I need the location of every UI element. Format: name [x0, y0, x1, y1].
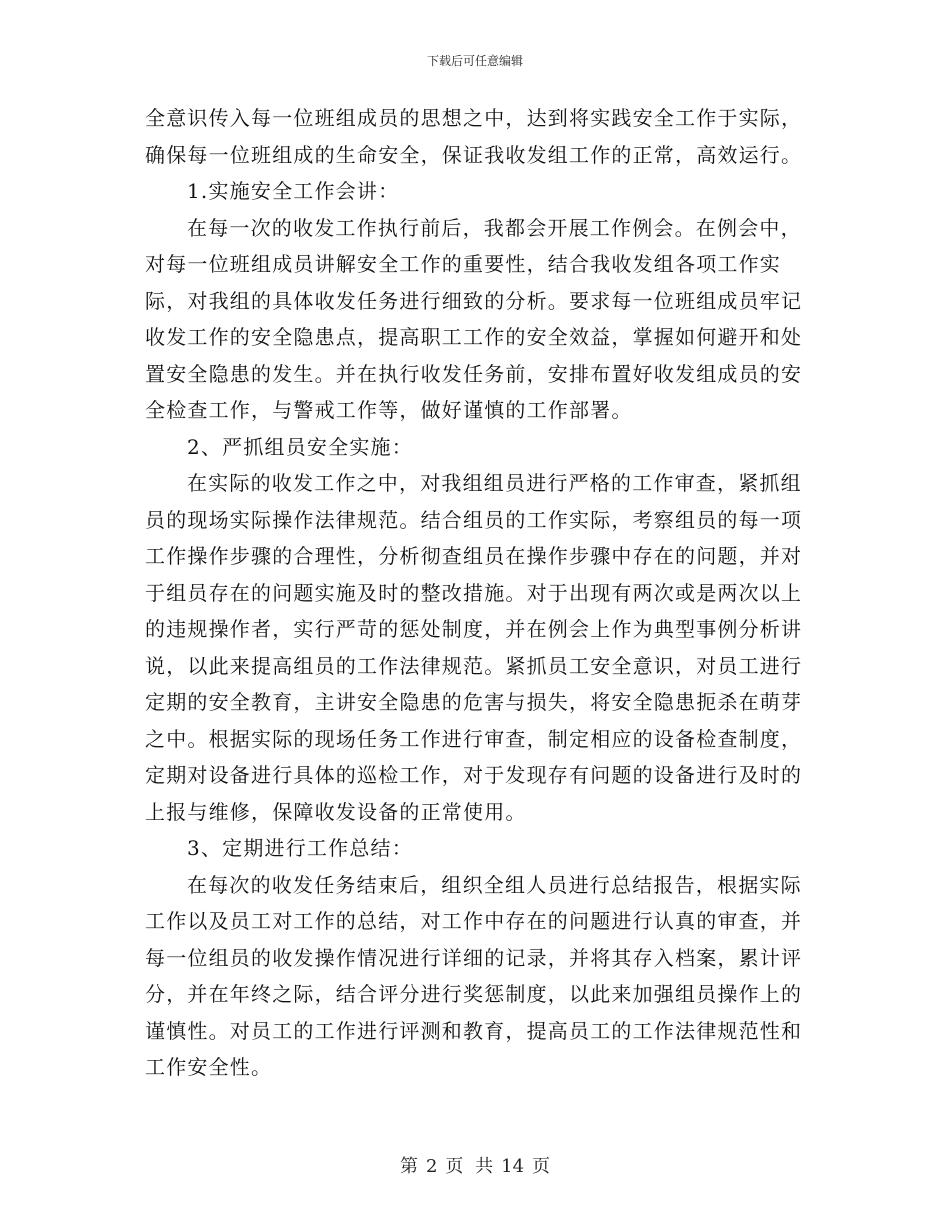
footer-mid: 页 共 [445, 1156, 494, 1177]
section-heading-2: 2、严抓组员安全实施： [187, 434, 413, 459]
section-heading-3: 3、定期进行工作总结： [187, 836, 413, 860]
footer-current-page: 2 [425, 1156, 438, 1177]
footer-suffix: 页 [532, 1156, 551, 1177]
paragraph-2: 在每一次的收发工作执行前后，我都会开展工作例会。在例会中，对每一位班组成员讲解安全工作的重要性，结合我收发组各项工作实际，对我组的具体收发任务进行细致的分析。要求每一位班组成员牢记收发工作的安全隐患点，提高职工工作的安全效益，掌握如何避开和处置安全隐患的发生。并在执行收发任务前，安排布置好收发组成员的安全检查工作，与警戒工作等，做好谨慎的工作部署。 [145, 215, 803, 422]
paragraph-4: 在每次的收发任务结束后，组织全组人员进行总结报告，根据实际工作以及员工对工作的总结，对工作中存在的问题进行认真的审查，并每一位组员的收发操作情况进行详细的记录，并将其存入档案，累计评分，并在年终之际，结合评分进行奖惩制度，以此来加强组员操作上的谨慎性。对员工的工作进行评测和教育，提高员工的工作法律规范性和工作安全性。 [145, 872, 803, 1079]
paragraph-1: 全意识传入每一位班组成员的思想之中，达到将实践安全工作于实际，确保每一位班组成的生命安全，保证我收发组工作的正常，高效运行。 [145, 106, 803, 167]
paragraph-3: 在实际的收发工作之中，对我组组员进行严格的工作审查，紧抓组员的现场实际操作法律规范。结合组员的工作实际，考察组员的每一项工作操作步骤的合理性，分析彻查组员在操作步骤中存在的问题，并对于组员存在的问题实施及时的整改措施。对于出现有两次或是两次以上的违规操作者，实行严苛的惩处制度，并在例会上作为典型事例分析讲说，以此来提高组员的工作法律规范。紧抓员工安全意识，对员工进行定期的安全教育，主讲安全隐患的危害与损失，将安全隐患扼杀在萌芽之中。根据实际的现场任务工作进行审查，制定相应的设备检查制度，定期对设备进行具体的巡检工作，对于发现存有问题的设备进行及时的上报与维修，保障收发设备的正常使用。 [145, 471, 803, 824]
page-footer [0, 1152, 950, 1178]
document-body [145, 100, 805, 1086]
footer-total-pages: 14 [501, 1156, 525, 1177]
section-heading-1: 1.实施安全工作会讲： [187, 179, 400, 203]
page-header-note: 下载后可任意编辑 [426, 54, 523, 68]
footer-prefix: 第 [399, 1156, 418, 1177]
